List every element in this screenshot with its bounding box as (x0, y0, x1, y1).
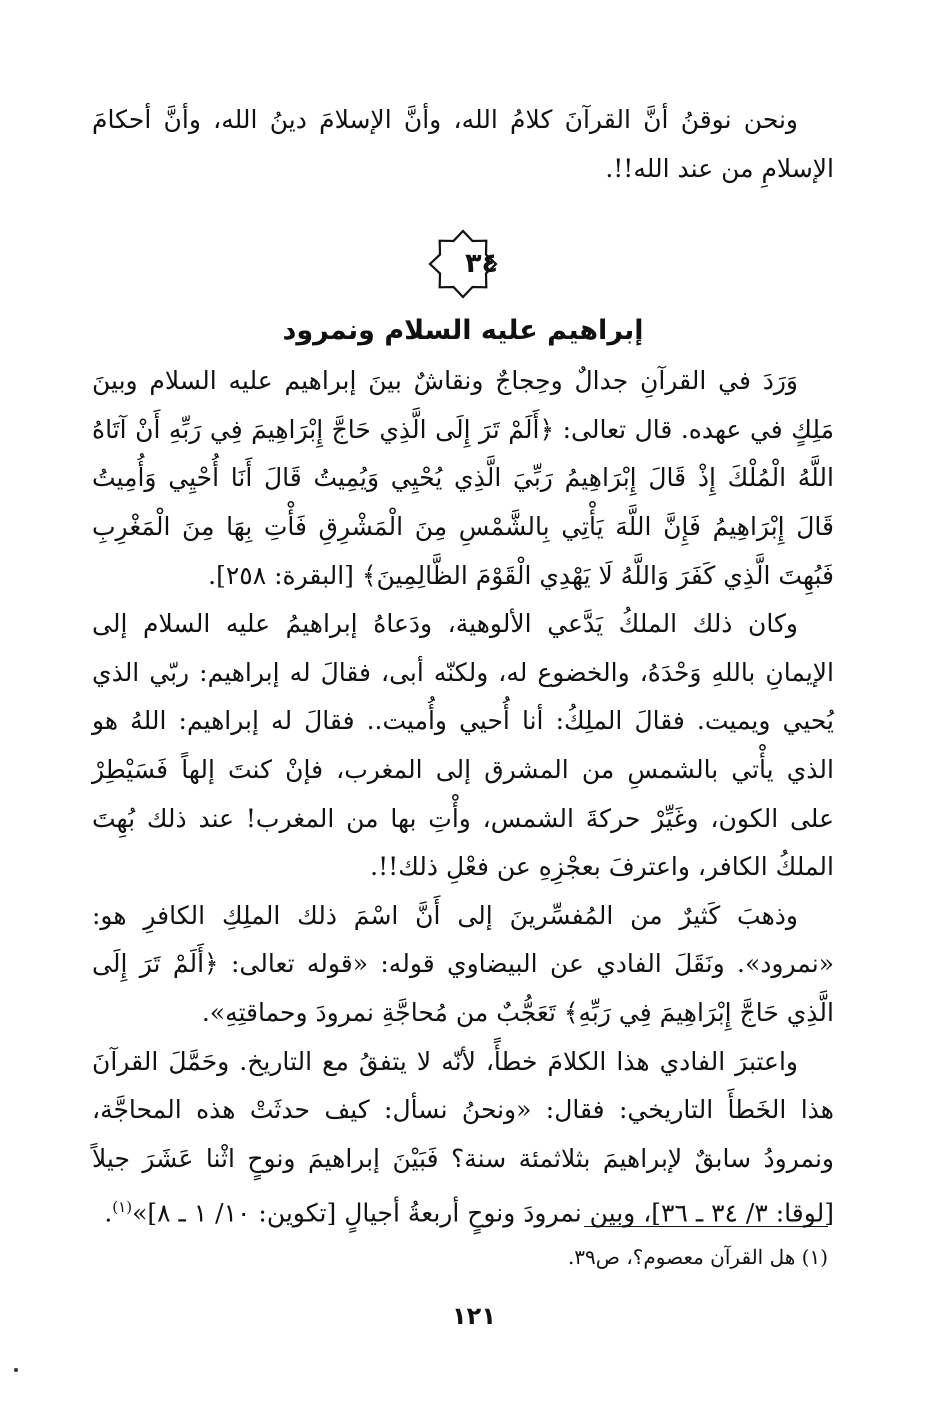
intro-paragraph: ونحن نوقنُ أنَّ القرآنَ كلامُ الله، وأنَّ الإسلامَ دينُ الله، وأنَّ أحكامَ الإسلامِ من عند الله!!. (92, 105, 834, 183)
page-number: ١٢١ (452, 1302, 496, 1330)
page-body (92, 96, 834, 1238)
footnote-reference[interactable]: (١) (112, 1198, 133, 1217)
paragraph-4: واعتبرَ الفادي هذا الكلامَ خطأً، لأنّه لا يتفقُ مع التاريخ. وحَمَّلَ القرآنَ هذا الخَطأَ التاريخي: فقال: «ونحنُ نسأل: كيف حدثَتْ هذه المحاجَّة، ونمرودُ سابقٌ لإبراهيمَ بثلاثمئة سنة؟ فَبَيْنَ إبراهيمَ ونوحٍ اثْنا عَشَرَ جيلاً [لوقا: ٣/ ٣٤ ـ ٣٦]، وبين نمرودَ ونوحٍ أربعةُ أجيالٍ [تكوين: ١٠/ ١ ـ ٨]»$^{(١)}$. (92, 1046, 834, 1228)
footnote: (١) هل القرآن معصوم؟، ص٣٩. (567, 1245, 828, 1269)
footnote-divider (584, 1226, 828, 1227)
chapter-title: إبراهيم عليه السلام ونمرود (282, 315, 644, 347)
stray-mark (14, 1368, 18, 1372)
chapter-number: ٣٤ (465, 248, 498, 280)
paragraph-3: وذهبَ كَثيرٌ من المُفسِّرينَ إلى أَنَّ اسْمَ ذلك الملِكِ الكافرِ هو: «نمرود». ونَقَلَ الفادي عن البيضاوي قوله: «قوله تعالى: ﴿أَلَمْ تَرَ إِلَى الَّذِي حَاجَّ إِبْرَاهِيمَ فِي رَبِّهِ﴾ تَعَجُّبٌ من مُحاجَّةِ نمرودَ وحماقتِهِ». (92, 900, 834, 1027)
paragraph-2: وكان ذلك الملكُ يَدَّعي الألوهية، ودَعاهُ إبراهيمُ عليه السلام إلى الإيمانِ باللهِ وَحْدَهُ، والخضوع له، ولكنّه أبى، فقالَ له إبراهيم: ربّي الذي يُحيي ويميت. فقالَ الملِكُ: أنا أُحيي وأُميت.. فقالَ له إبراهيم: اللهُ هو الذي يأْتي بالشمسِ من المشرق إلى المغرب، فإنْ كنتَ إلهاً فَسَيْطِرْ على الكون، وغَيِّرْ حركةَ الشمس، وأْتِ بها من المغرب! عند ذلك بُهِتَ الملكُ الكافر، واعترفَ بعجْزِهِ عن فعْلِ ذلك!!. (92, 609, 834, 882)
paragraph-4-text: واعتبرَ الفادي هذا الكلامَ خطأً، لأنّه لا يتفقُ مع التاريخ. وحَمَّلَ القرآنَ هذا الخَطأَ التاريخي: فقال: «ونحنُ نسأل: كيف حدثَتْ هذه المحاجَّة، ونمرودُ سابقٌ لإبراهيمَ بثلاثمئة سنة؟ فَبَيْنَ إبراهيمَ ونوحٍ اثْنا عَشَرَ جيلاً [لوقا: ٣/ ٣٤ ـ ٣٦]، وبين نمرودَ ونوحٍ أربعةُ أجيالٍ [تكوين: ١٠/ ١ ـ ٨]» (92, 1046, 834, 1228)
chapter-badge (428, 229, 498, 299)
paragraph-1: وَرَدَ في القرآنِ جدالٌ وحِجاجٌ ونقاشٌ بينَ إبراهيم عليه السلام وبينَ مَلِكٍ في عهده. قال تعالى: ﴿أَلَمْ تَرَ إِلَى الَّذِي حَاجَّ إِبْرَاهِيمَ فِي رَبِّهِ أَنْ آتَاهُ اللَّهُ الْمُلْكَ إِذْ قَالَ إِبْرَاهِيمُ رَبِّيَ الَّذِي يُحْيِي وَيُمِيتُ قَالَ أَنَا أُحْيِي وَأُمِيتُ قَالَ إِبْرَاهِيمُ فَإِنَّ اللَّهَ يَأْتِي بِالشَّمْسِ مِنَ الْمَشْرِقِ فَأْتِ بِهَا مِنَ الْمَغْرِبِ فَبُهِتَ الَّذِي كَفَرَ وَاللَّهُ لَا يَهْدِي الْقَوْمَ الظَّالِمِينَ﴾ [البقرة: ٢٥٨]. (92, 366, 834, 590)
